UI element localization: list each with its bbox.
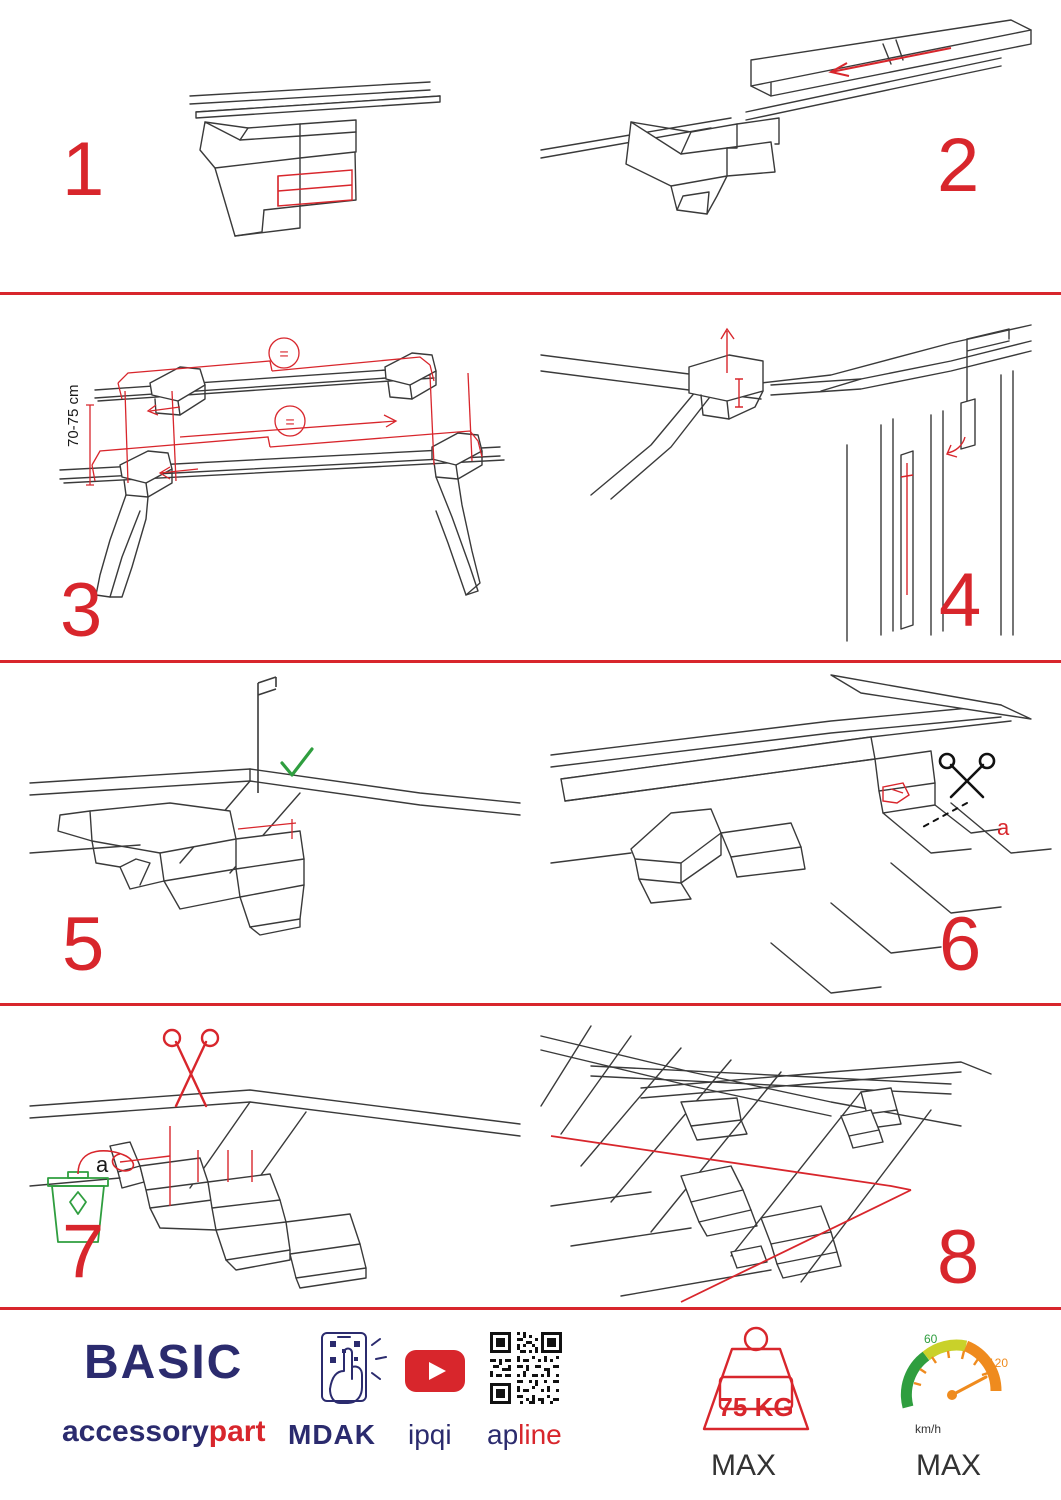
max-speed-label: MAX — [916, 1449, 982, 1482]
step-8-illustration — [531, 1006, 1061, 1307]
qr-code-icon[interactable] — [487, 1329, 565, 1407]
step-panel-4 — [531, 295, 1061, 660]
step-7-label-a: a — [96, 1152, 109, 1177]
brand-name-left: accessory — [62, 1415, 209, 1448]
partner-label-mdak: MDAK — [288, 1419, 376, 1450]
step-number-3: 3 — [60, 568, 103, 653]
brand-name-right: part — [208, 1415, 266, 1448]
step-number-5: 5 — [62, 902, 105, 987]
step-panel-1 — [0, 0, 530, 292]
step-number-4: 4 — [939, 558, 982, 643]
brand-name — [62, 1415, 265, 1449]
max-load-value: 75 KG — [718, 1392, 794, 1422]
brand-title: BASIC — [84, 1336, 244, 1389]
step-number-1: 1 — [62, 127, 105, 212]
step-panel-7 — [0, 1006, 530, 1307]
step-panel-5 — [0, 663, 530, 1003]
step-6-label-a: a — [997, 815, 1010, 840]
step-panel-6 — [531, 663, 1061, 1003]
qr-scan-hand-icon — [310, 1327, 400, 1413]
speed-unit-label: km/h — [915, 1422, 942, 1436]
step-number-8: 8 — [937, 1215, 980, 1300]
step-panel-3 — [0, 295, 530, 660]
step-panel-8 — [531, 1006, 1061, 1307]
step-4-illustration — [531, 295, 1061, 660]
svg-text:120: 120 — [988, 1356, 1009, 1370]
step-number-6: 6 — [939, 902, 982, 987]
step-panel-2 — [531, 0, 1061, 292]
step-number-7: 7 — [62, 1209, 105, 1294]
step-number-2: 2 — [937, 123, 980, 208]
partner-label-apline: apline — [487, 1419, 562, 1450]
partner-label-ipqi: ipqi — [408, 1419, 452, 1450]
measurement-label: 70-75 cm — [65, 384, 82, 447]
equal-mark-top: = — [279, 346, 289, 363]
equal-mark-bottom: = — [285, 414, 295, 431]
step-6-illustration — [531, 663, 1061, 1003]
youtube-icon[interactable] — [404, 1349, 466, 1393]
step-2-illustration — [531, 0, 1061, 292]
max-load-label: MAX — [711, 1449, 777, 1482]
svg-text:60: 60 — [924, 1332, 938, 1346]
footer — [0, 1307, 1061, 1500]
speedometer-icon — [888, 1317, 1018, 1429]
